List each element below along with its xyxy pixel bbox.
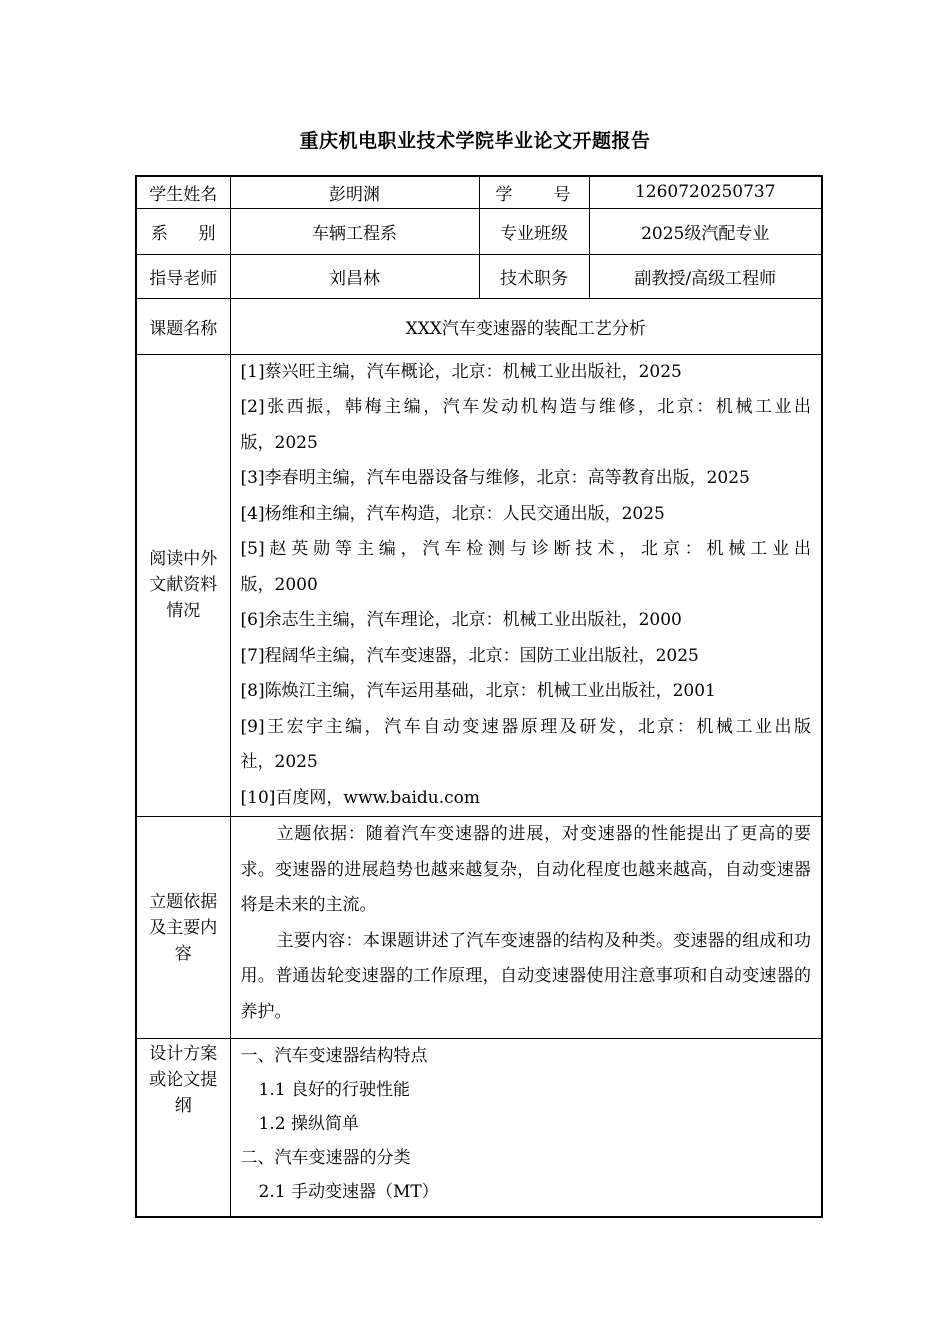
outline-label (136, 1039, 230, 1217)
row-basis (136, 817, 822, 1039)
basis-label (136, 817, 230, 1039)
basis-paragraph: 立题依据：随着汽车变速器的进展，对变速器的性能提出了更高的要求。变速器的进展趋势也越来越复杂，自动化程度也越来越高，自动变速器将是未来的主流。 (240, 824, 811, 915)
row-topic (136, 298, 822, 354)
reference-line: [7]程阔华主编，汽车变速器，北京：国防工业出版社，2025 (240, 645, 699, 666)
row-reading (136, 354, 822, 817)
basis-content (230, 817, 822, 1039)
reference-line: [6]余志生主编，汽车理论，北京：机械工业出版社，2000 (240, 610, 682, 630)
reference-line: [4]杨维和主编，汽车构造，北京：人民交通出版，2025 (240, 503, 665, 524)
page-title: 重庆机电职业技术学院毕业论文开题报告 (299, 130, 651, 152)
reference-line: 社，2025 (240, 752, 318, 772)
department-value: 车辆工程系 (230, 208, 479, 254)
reference-line: [1]蔡兴旺主编，汽车概论，北京：机械工业出版社，2025 (240, 361, 682, 382)
title-rank-value: 副教授/高级工程师 (589, 254, 822, 298)
basis-label-line: 及主要内 (149, 917, 218, 938)
class-value: 2025级汽配专业 (589, 208, 822, 254)
title-rank-label: 技术职务 (479, 254, 589, 298)
outline-label-line: 设计方案 (149, 1044, 218, 1064)
student-name-label: 学生姓名 (136, 176, 230, 208)
topic-value: XXX汽车变速器的装配工艺分析 (230, 298, 822, 354)
outline-heading: 一、汽车变速器结构特点 (240, 1046, 428, 1066)
basis-label-line: 立题依据 (149, 891, 218, 912)
outline-subheading: 1.1 良好的行驶性能 (258, 1080, 410, 1100)
outline-heading: 二、汽车变速器的分类 (240, 1148, 411, 1168)
reference-line: [8]陈焕江主编，汽车运用基础，北京：机械工业出版社，2001 (240, 681, 716, 701)
row-department (136, 208, 822, 254)
student-id-value: 1260720250737 (589, 176, 822, 208)
reading-label-line: 情况 (166, 601, 201, 622)
outline-subheading: 1.2 操纵简单 (258, 1114, 359, 1134)
department-label: 系 别 (136, 208, 230, 254)
report-table (135, 175, 823, 1218)
reference-line: [3]李春明主编，汽车电器设备与维修，北京：高等教育出版，2025 (240, 468, 750, 488)
content-paragraph: 主要内容：本课题讲述了汽车变速器的结构及种类。变速器的组成和功用。普通齿轮变速器的工作原理，自动变速器使用注意事项和自动变速器的养护。 (240, 930, 811, 1022)
reference-line: 版，2025 (240, 432, 318, 453)
reference-line: 版，2000 (240, 574, 318, 595)
row-outline (136, 1039, 822, 1217)
reference-line: [2]张西振，韩梅主编，汽车发动机构造与维修，北京：机械工业出 (240, 397, 811, 417)
reference-line: [9]王宏宇主编，汽车自动变速器原理及研发，北京：机械工业出版 (240, 716, 811, 737)
student-id-label: 学 号 (479, 176, 589, 208)
row-advisor (136, 254, 822, 298)
class-label: 专业班级 (479, 208, 589, 254)
outline-label-line: 纲 (174, 1096, 192, 1116)
reading-label-line: 阅读中外 (149, 549, 218, 570)
basis-label-line: 容 (174, 943, 192, 964)
reading-label-line: 文献资料 (149, 575, 218, 596)
reference-line: [5]赵英勋等主编，汽车检测与诊断技术，北京：机械工业出 (240, 539, 811, 559)
topic-label: 课题名称 (136, 298, 230, 354)
student-name-value: 彭明渊 (230, 176, 479, 208)
outline-content (230, 1039, 822, 1217)
outline-label-line: 或论文提 (149, 1070, 218, 1090)
advisor-label: 指导老师 (136, 254, 230, 298)
reading-content (230, 354, 822, 817)
row-student (136, 176, 822, 208)
reference-line: [10]百度网，www.baidu.com (240, 787, 481, 808)
advisor-value: 刘昌林 (230, 254, 479, 298)
outline-subheading: 2.1 手动变速器（MT） (258, 1182, 439, 1202)
reading-label (136, 354, 230, 817)
